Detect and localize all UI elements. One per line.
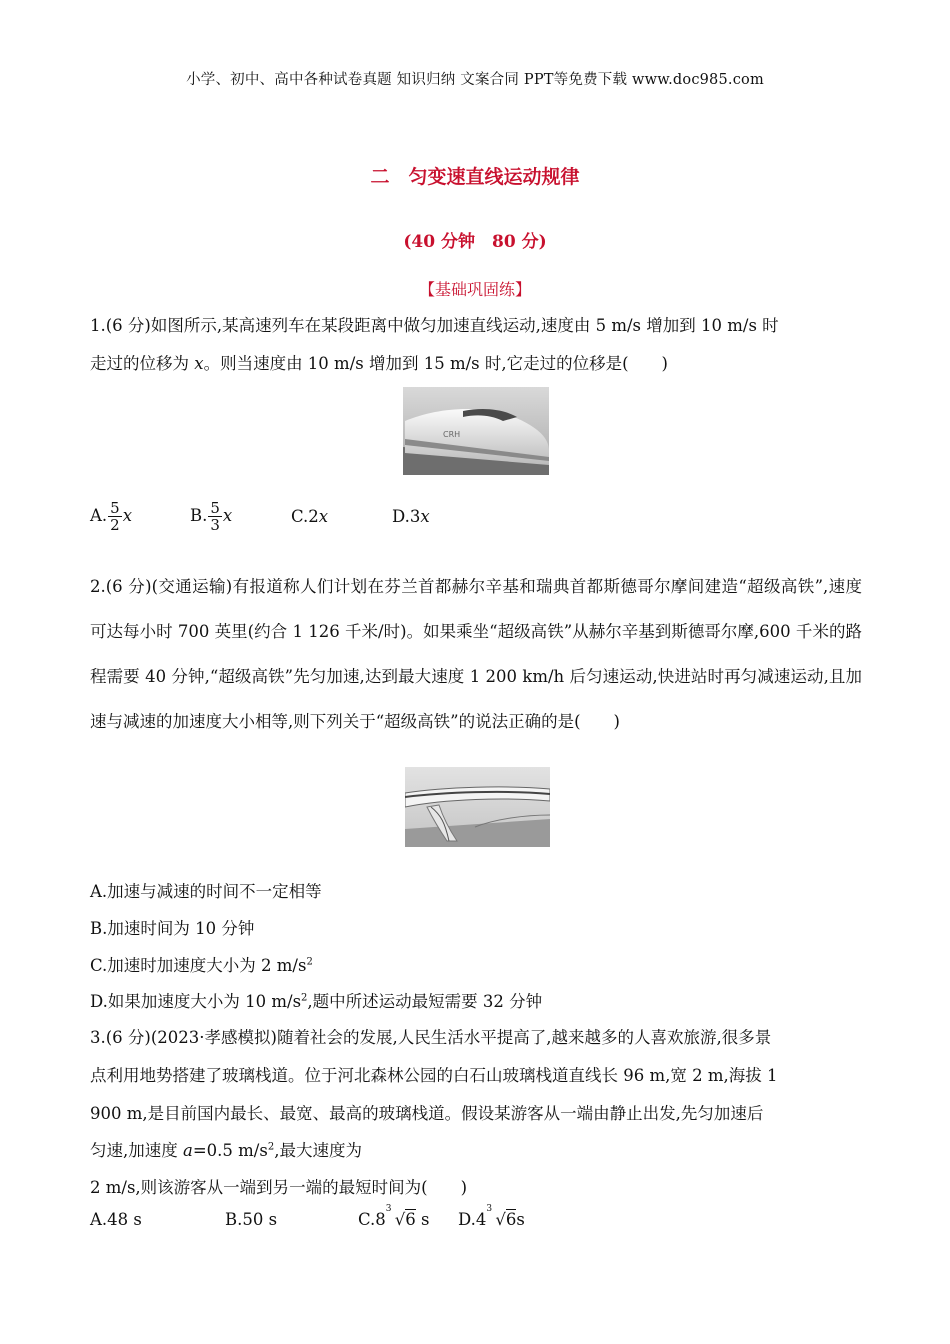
variable: x (194, 354, 204, 373)
cube-root: 3 √6 (385, 1204, 416, 1229)
q3-text: =0.5 m/s (192, 1141, 268, 1160)
unit: s (516, 1210, 525, 1229)
exponent: 2 (267, 1141, 275, 1153)
section-heading: 【基础巩固练】 (418, 280, 531, 299)
q2-option-c[interactable] (90, 952, 313, 976)
q1-option-a[interactable] (90, 500, 132, 533)
fraction-numerator: 5 (210, 499, 220, 517)
option-label: C.8 (358, 1210, 386, 1229)
q3-line-4 (90, 1137, 362, 1161)
q3-text: ,最大速度为 (274, 1141, 362, 1160)
q2-text: 2.(6 分)(交通运输)有报道称人们计划在芬兰首都赫尔辛基和瑞典首都斯德哥尔摩间建造“超级高铁”,速度可达每小时 700 英里(约合 1 126 千米/时)。如果乘坐“超级高铁”从赫尔辛基到斯德哥尔摩,600 千米的路程需要 40 分钟,“超级高铁”先匀加速,达到最大速度 1 200 km/h 后匀速运动,快进站时再匀减速运动,且加速与减速的加速度大小相等,则下列关于“超级高铁”的说法正确的是( ) (90, 577, 862, 731)
q1-option-b[interactable] (190, 500, 232, 533)
fraction-numerator: 5 (110, 499, 120, 517)
root-index: 3 (385, 1204, 392, 1214)
q1-text: 。则当速度由 10 m/s 增加到 15 m/s 时,它走过的位移是( ) (203, 354, 668, 373)
q1-text: 走过的位移为 (90, 354, 195, 373)
q1-line-2 (90, 350, 668, 374)
page-header: 小学、初中、高中各种试卷真题 知识归纳 文案合同 PPT等免费下载 www.doc985.com (186, 72, 764, 88)
option-text: C.加速时加速度大小为 2 m/s (90, 956, 307, 975)
root-index: 3 (486, 1204, 493, 1214)
q3-line-5: 2 m/s,则该游客从一端到另一端的最短时间为( ) (90, 1178, 468, 1197)
variable: x (122, 506, 133, 525)
q1-option-d[interactable] (392, 507, 430, 526)
variable: a (183, 1141, 193, 1160)
q2-option-b[interactable]: B.加速时间为 10 分钟 (90, 919, 255, 938)
variable: x (318, 507, 329, 526)
variable: x (222, 506, 233, 525)
radicand: 6 (505, 1210, 517, 1229)
option-label: B. (190, 506, 208, 525)
q3-line-1: 3.(6 分)(2023·孝感模拟)随着社会的发展,人民生活水平提高了,越来越多的人喜欢旅游,很多景 (90, 1028, 772, 1047)
page-title: 二 匀变速直线运动规律 (370, 166, 580, 188)
q3-line-2: 点利用地势搭建了玻璃栈道。位于河北森林公园的白石山玻璃栈道直线长 96 m,宽 2 m,海拔 1 (90, 1066, 778, 1085)
unit: s (415, 1210, 430, 1229)
q3-line-3: 900 m,是目前国内最长、最宽、最高的玻璃栈道。假设某游客从一端由静止出发,先匀加速后 (90, 1104, 764, 1123)
train-logo-text: CRH (443, 430, 461, 439)
option-label: C.2 (291, 507, 319, 526)
q3-option-b[interactable]: B.50 s (225, 1210, 278, 1229)
exponent: 2 (306, 956, 313, 968)
option-label: D.4 (458, 1210, 487, 1229)
option-text: ,题中所述运动最短需要 32 分钟 (307, 992, 543, 1011)
q3-option-d[interactable] (458, 1204, 525, 1229)
option-text: D.如果加速度大小为 10 m/s (90, 992, 302, 1011)
fraction (108, 500, 122, 533)
q1-line-1: 1.(6 分)如图所示,某高速列车在某段距离中做匀加速直线运动,速度由 5 m/s 增加到 10 m/s 时 (90, 316, 779, 335)
q3-option-a[interactable]: A.48 s (90, 1210, 142, 1229)
fraction-denominator: 3 (210, 516, 220, 534)
fraction (208, 500, 222, 533)
exam-duration: (40 分钟 80 分) (403, 232, 547, 252)
variable: x (420, 507, 430, 526)
q2-option-a[interactable]: A.加速与减速的时间不一定相等 (90, 882, 322, 901)
fraction-denominator: 2 (110, 516, 120, 534)
q1-option-c[interactable] (291, 507, 328, 526)
exponent: 2 (301, 992, 308, 1004)
radicand: 6 (405, 1210, 416, 1229)
option-label: A. (90, 506, 108, 525)
q3-text: 匀速,加速度 (90, 1141, 183, 1160)
train-photo (403, 387, 549, 475)
cube-root: 3 √6 (486, 1204, 517, 1229)
q2-option-d[interactable] (90, 988, 542, 1012)
hyperloop-photo (405, 767, 550, 847)
q3-option-c[interactable] (358, 1204, 430, 1229)
option-label: D.3 (392, 507, 421, 526)
